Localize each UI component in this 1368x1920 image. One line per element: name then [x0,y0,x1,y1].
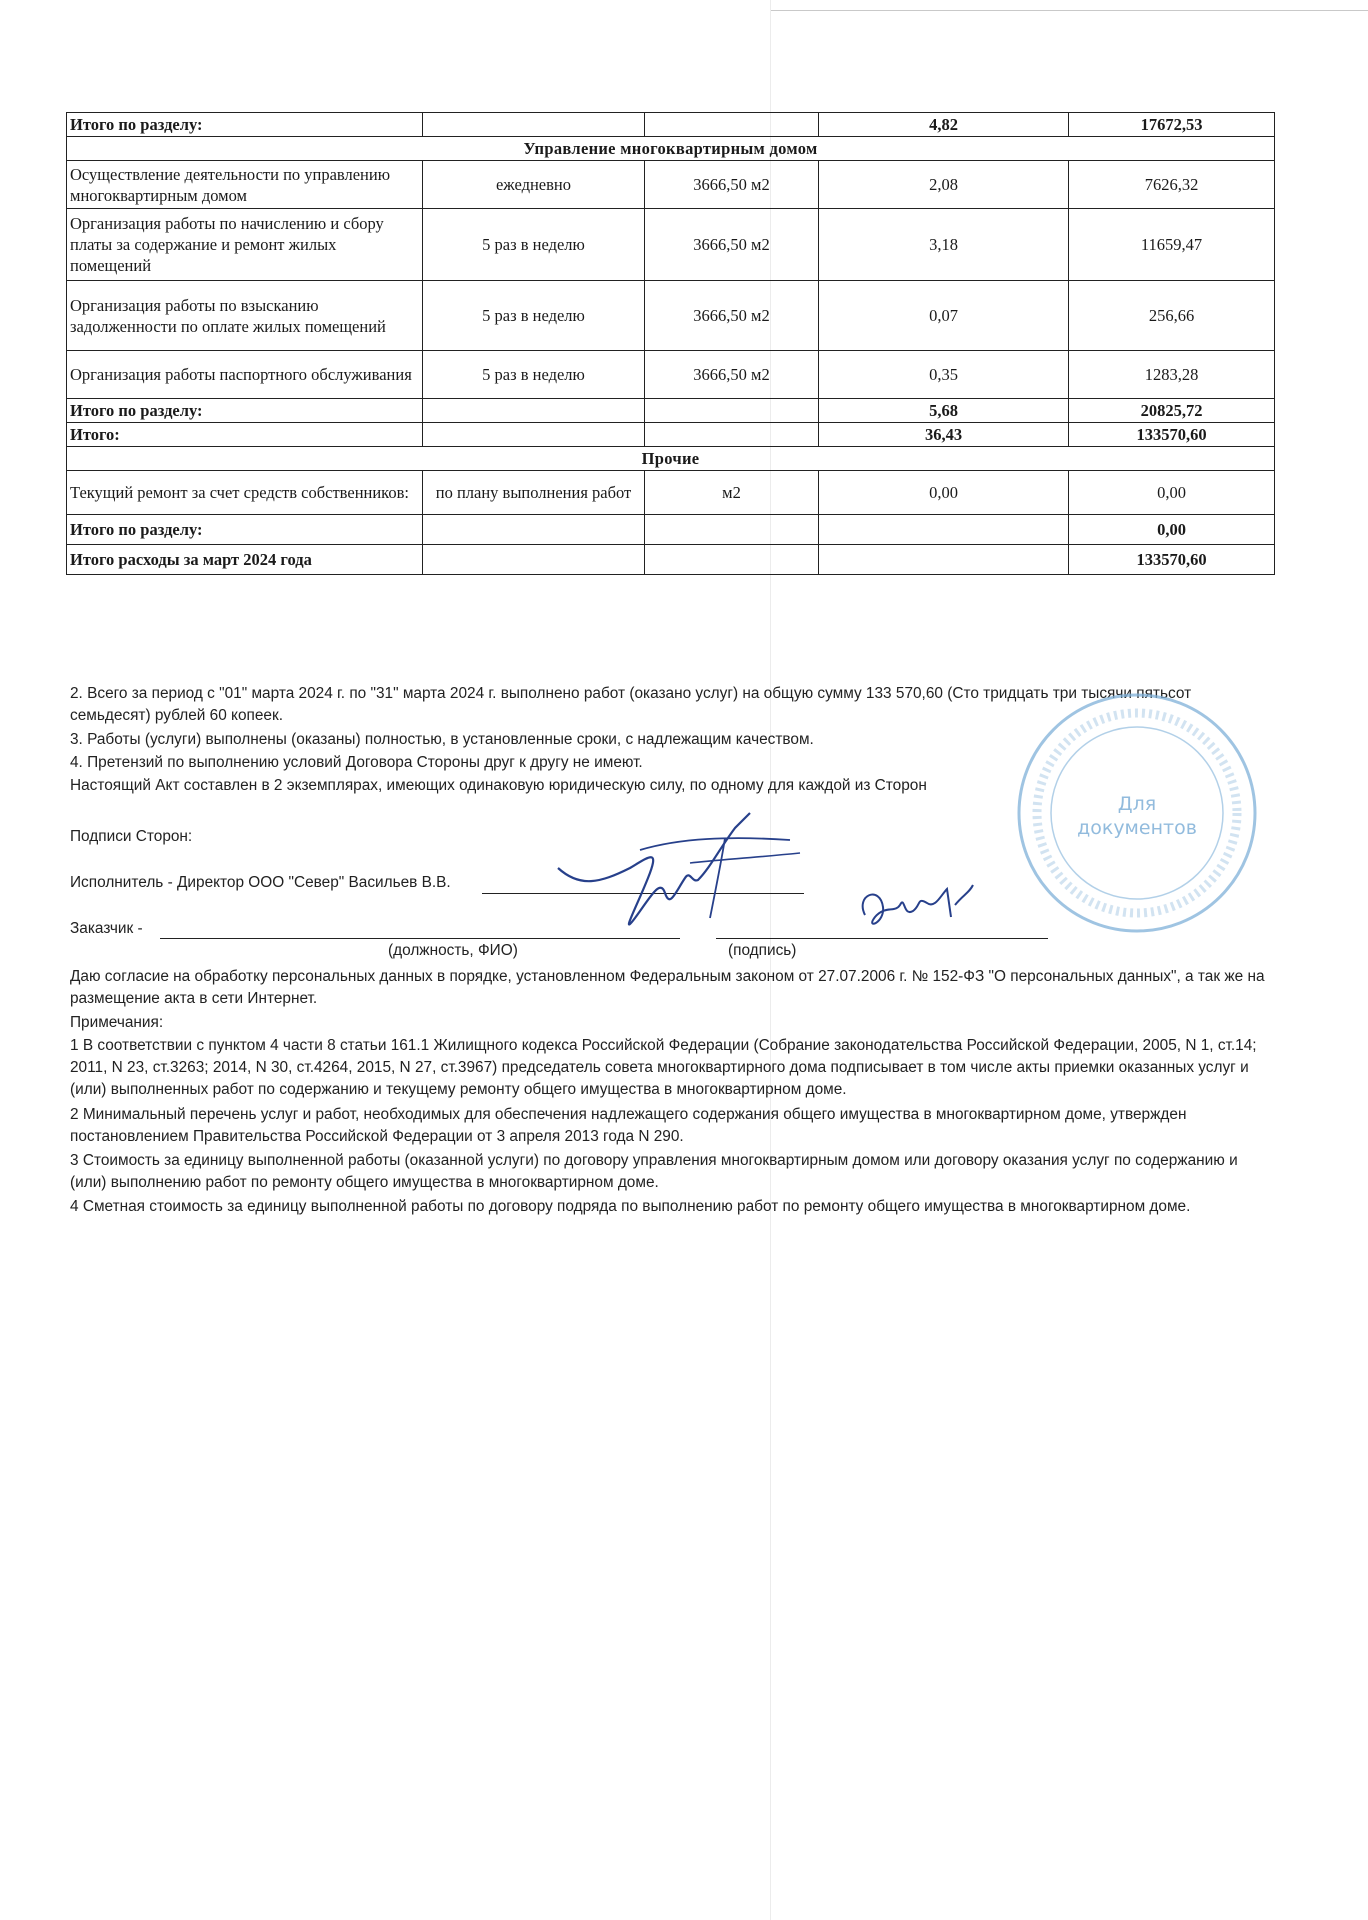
cell-area [645,423,819,447]
cell-cost: 133570,60 [1069,423,1275,447]
cell-cost: 133570,60 [1069,545,1275,575]
cell-cost: 0,00 [1069,471,1275,515]
cell-rate: 5,68 [819,399,1069,423]
total-row [67,515,1275,545]
cell-cost: 11659,47 [1069,209,1275,281]
stamp-text-line-2: документов [1077,817,1197,839]
total-row [67,113,1275,137]
cell-cost: 0,00 [1069,515,1275,545]
caption-signature: (подпись) [728,942,797,959]
signatures-title: Подписи Сторон: [70,828,193,845]
cell-frequency: 5 раз в неделю [423,281,645,351]
table-row [67,351,1275,399]
section-header-row [67,137,1275,161]
cell-work-name: Организация работы по начислению и сбору платы за содержание и ремонт жилых помещений [67,209,423,281]
cell-work-name: Организация работы по взысканию задолженности по оплате жилых помещений [67,281,423,351]
cell-area: м2 [645,471,819,515]
cell-rate [819,515,1069,545]
cell-work-name: Текущий ремонт за счет средств собственников: [67,471,423,515]
paragraph-2-total: 2. Всего за период с "01" марта 2024 г. по "31" марта 2024 г. выполнено работ (оказано услуг) на общую сумму 133 570,60 (Сто тридцать три тысячи пятьсот семьдесят) рублей 60 копеек. [70,685,1192,724]
scan-edge-line [770,10,1368,11]
paragraph-copies: Настоящий Акт составлен в 2 экземплярах, имеющих одинаковую юридическую силу, по одному для каждой из Сторон [70,777,927,794]
cell-work-name: Осуществление деятельности по управлению многоквартирным домом [67,161,423,209]
cell-work-name: Итого расходы за март 2024 года [67,545,423,575]
customer-label: Заказчик - [70,920,143,937]
cell-area: 3666,50 м2 [645,161,819,209]
cell-cost: 256,66 [1069,281,1275,351]
note-1: 1 В соответствии с пунктом 4 части 8 статьи 161.1 Жилищного кодекса Российской Федерации (Собрание законодательства Российской Федерации, 2005, N 1, ст.14; 2011, N 23, ст.3263; 2014, N 30, ст.4264, 2015, N 27, ст.3967) председатель совета многоквартирного дома подписывает в том числе акты приемки оказанных услуг и (или) выполненных работ по содержанию и текущему ремонту общего имущества в многоквартирном доме. [70,1037,1257,1098]
cell-work-name: Организация работы паспортного обслуживания [67,351,423,399]
cell-work-name: Итого по разделу: [67,113,423,137]
cell-cost: 1283,28 [1069,351,1275,399]
cell-frequency: ежедневно [423,161,645,209]
cell-rate: 36,43 [819,423,1069,447]
cell-area [645,545,819,575]
paragraph-4-claims: 4. Претензий по выполнению условий Договора Стороны друг к другу не имеют. [70,754,643,771]
cell-frequency [423,113,645,137]
section-title: Прочие [67,447,1275,471]
cell-rate: 3,18 [819,209,1069,281]
customer-signature [855,875,985,945]
cell-frequency [423,423,645,447]
cell-frequency: 5 раз в неделю [423,209,645,281]
executor-label: Исполнитель - Директор ООО "Север" Васильев В.В. [70,874,451,891]
caption-position: (должность, ФИО) [388,942,518,959]
note-4: 4 Сметная стоимость за единицу выполненной работы по договору подряда по выполнению работ по ремонту общего имущества в многоквартирном доме. [70,1198,1191,1215]
table-row [67,161,1275,209]
cell-work-name: Итого по разделу: [67,399,423,423]
cell-area [645,515,819,545]
note-3: 3 Стоимость за единицу выполненной работы (оказанной услуги) по договору управления многоквартирным домом или договору оказания услуг по содержанию и (или) выполнению работ по ремонту общего имущества в многоквартирном доме. [70,1152,1238,1191]
cell-area [645,113,819,137]
table-row [67,209,1275,281]
executor-signature [540,808,820,958]
cell-area: 3666,50 м2 [645,351,819,399]
cell-frequency [423,399,645,423]
total-row [67,399,1275,423]
cell-area: 3666,50 м2 [645,281,819,351]
cell-rate: 4,82 [819,113,1069,137]
cell-rate: 2,08 [819,161,1069,209]
cell-frequency [423,515,645,545]
cell-frequency [423,545,645,575]
round-stamp [1012,688,1262,938]
section-header-row [67,447,1275,471]
cell-cost: 17672,53 [1069,113,1275,137]
cell-frequency: по плану выполнения работ [423,471,645,515]
paragraph-3-quality: 3. Работы (услуги) выполнены (оказаны) полностью, в установленные сроки, с надлежащим качеством. [70,731,814,748]
stamp-text-line-1: Для [1117,793,1157,815]
cell-rate [819,545,1069,575]
cell-cost: 7626,32 [1069,161,1275,209]
cell-rate: 0,07 [819,281,1069,351]
cell-area [645,399,819,423]
table-row [67,281,1275,351]
consent-text: Даю согласие на обработку персональных данных в порядке, установленном Федеральным законом от 27.07.2006 г. № 152-ФЗ "О персональных данных", а так же на размещение акта в сети Интернет. [70,968,1265,1007]
section-title: Управление многоквартирным домом [67,137,1275,161]
cell-work-name: Итого: [67,423,423,447]
total-row [67,545,1275,575]
cell-cost: 20825,72 [1069,399,1275,423]
expenses-table-body [67,113,1275,575]
cell-rate: 0,00 [819,471,1069,515]
notes-title: Примечания: [70,1014,164,1031]
cell-work-name: Итого по разделу: [67,515,423,545]
cell-rate: 0,35 [819,351,1069,399]
cell-area: 3666,50 м2 [645,209,819,281]
table-row [67,471,1275,515]
total-row [67,423,1275,447]
expenses-table [66,112,1275,575]
cell-frequency: 5 раз в неделю [423,351,645,399]
note-2: 2 Минимальный перечень услуг и работ, необходимых для обеспечения надлежащего содержания общего имущества в многоквартирном доме, утвержден постановлением Правительства Российской Федерации от 3 апреля 2013 года N 290. [70,1106,1187,1145]
